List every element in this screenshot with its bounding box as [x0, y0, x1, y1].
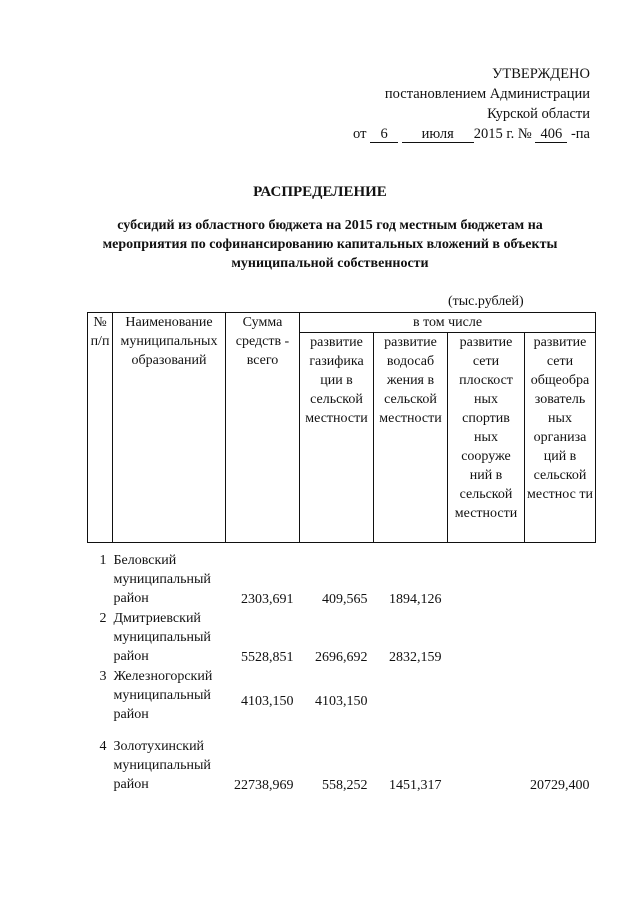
row-number: 1: [99, 552, 107, 568]
row-name: Золотухинский муниципальный район: [113, 738, 211, 792]
row-total: 2303,691: [241, 591, 294, 607]
approval-month: июля: [402, 126, 474, 143]
document-title: РАСПРЕДЕЛЕНИЕ: [253, 184, 387, 200]
row-schools: [525, 667, 596, 737]
approval-day: 6: [370, 126, 398, 143]
row-water: [374, 667, 448, 737]
row-sports: [448, 667, 525, 737]
header-including: в том числе: [300, 313, 596, 333]
header-gas: развитие газифика ции в сельской местности: [300, 333, 374, 543]
units-label: (тыс.рублей): [448, 294, 524, 309]
table-row: [88, 667, 596, 737]
header-water: развитие водосаб жения в сельской местности: [374, 333, 448, 543]
approval-region: Курской области: [487, 106, 590, 122]
approval-prefix: от: [353, 126, 367, 142]
approval-suffix: -па: [570, 126, 590, 142]
row-total: 22738,969: [234, 777, 294, 793]
table-row: [88, 609, 596, 667]
row-number: 2: [99, 610, 107, 626]
row-number: 3: [99, 668, 107, 684]
row-water: 1894,126: [389, 591, 442, 607]
header-name: Наименование муниципальных образований: [113, 313, 226, 543]
row-schools: [525, 609, 596, 667]
table-row: [88, 737, 596, 795]
row-gas: 4103,150: [315, 694, 368, 709]
row-name: Дмитриевский муниципальный район: [113, 610, 211, 664]
row-name: Железногорский муниципальный район: [113, 668, 213, 722]
row-gas: 2696,692: [315, 649, 368, 665]
header-schools: развитие сети общеобра зователь ных организа ций в сельской местнос ти: [525, 333, 596, 543]
row-gas: 558,252: [322, 777, 368, 793]
approval-year: 2015 г. №: [473, 126, 532, 142]
row-sports: [448, 551, 525, 609]
row-total: 4103,150: [241, 694, 294, 709]
row-schools: [525, 551, 596, 609]
row-number: 4: [99, 738, 107, 754]
row-name: Беловский муниципальный район: [113, 552, 211, 606]
header-sports: развитие сети плоскост ных спортив ных сооруже ний в сельской местности: [448, 333, 525, 543]
approval-authority: постановлением Администрации: [384, 86, 590, 102]
row-water: 1451,317: [389, 777, 442, 793]
document-subtitle: субсидий из областного бюджета на 2015 год местным бюджетам на мероприятия по софинансированию капитальных вложений в объекты муниципальной собственности: [102, 218, 558, 271]
row-total: 5528,851: [241, 649, 294, 665]
row-sports: [448, 609, 525, 667]
approval-date-line: [353, 124, 590, 144]
approval-stamp: [353, 64, 590, 144]
header-number: № п/п: [88, 313, 113, 543]
approval-heading: УТВЕРЖДЕНО: [492, 66, 590, 82]
row-gas: 409,565: [322, 591, 368, 607]
header-total: Сумма средств - всего: [226, 313, 300, 543]
row-water: 2832,159: [389, 649, 442, 665]
subsidy-table: [87, 312, 596, 795]
approval-number: 406: [535, 126, 567, 143]
row-schools: 20729,400: [530, 777, 590, 793]
row-sports: [448, 737, 525, 795]
table-row: [88, 551, 596, 609]
